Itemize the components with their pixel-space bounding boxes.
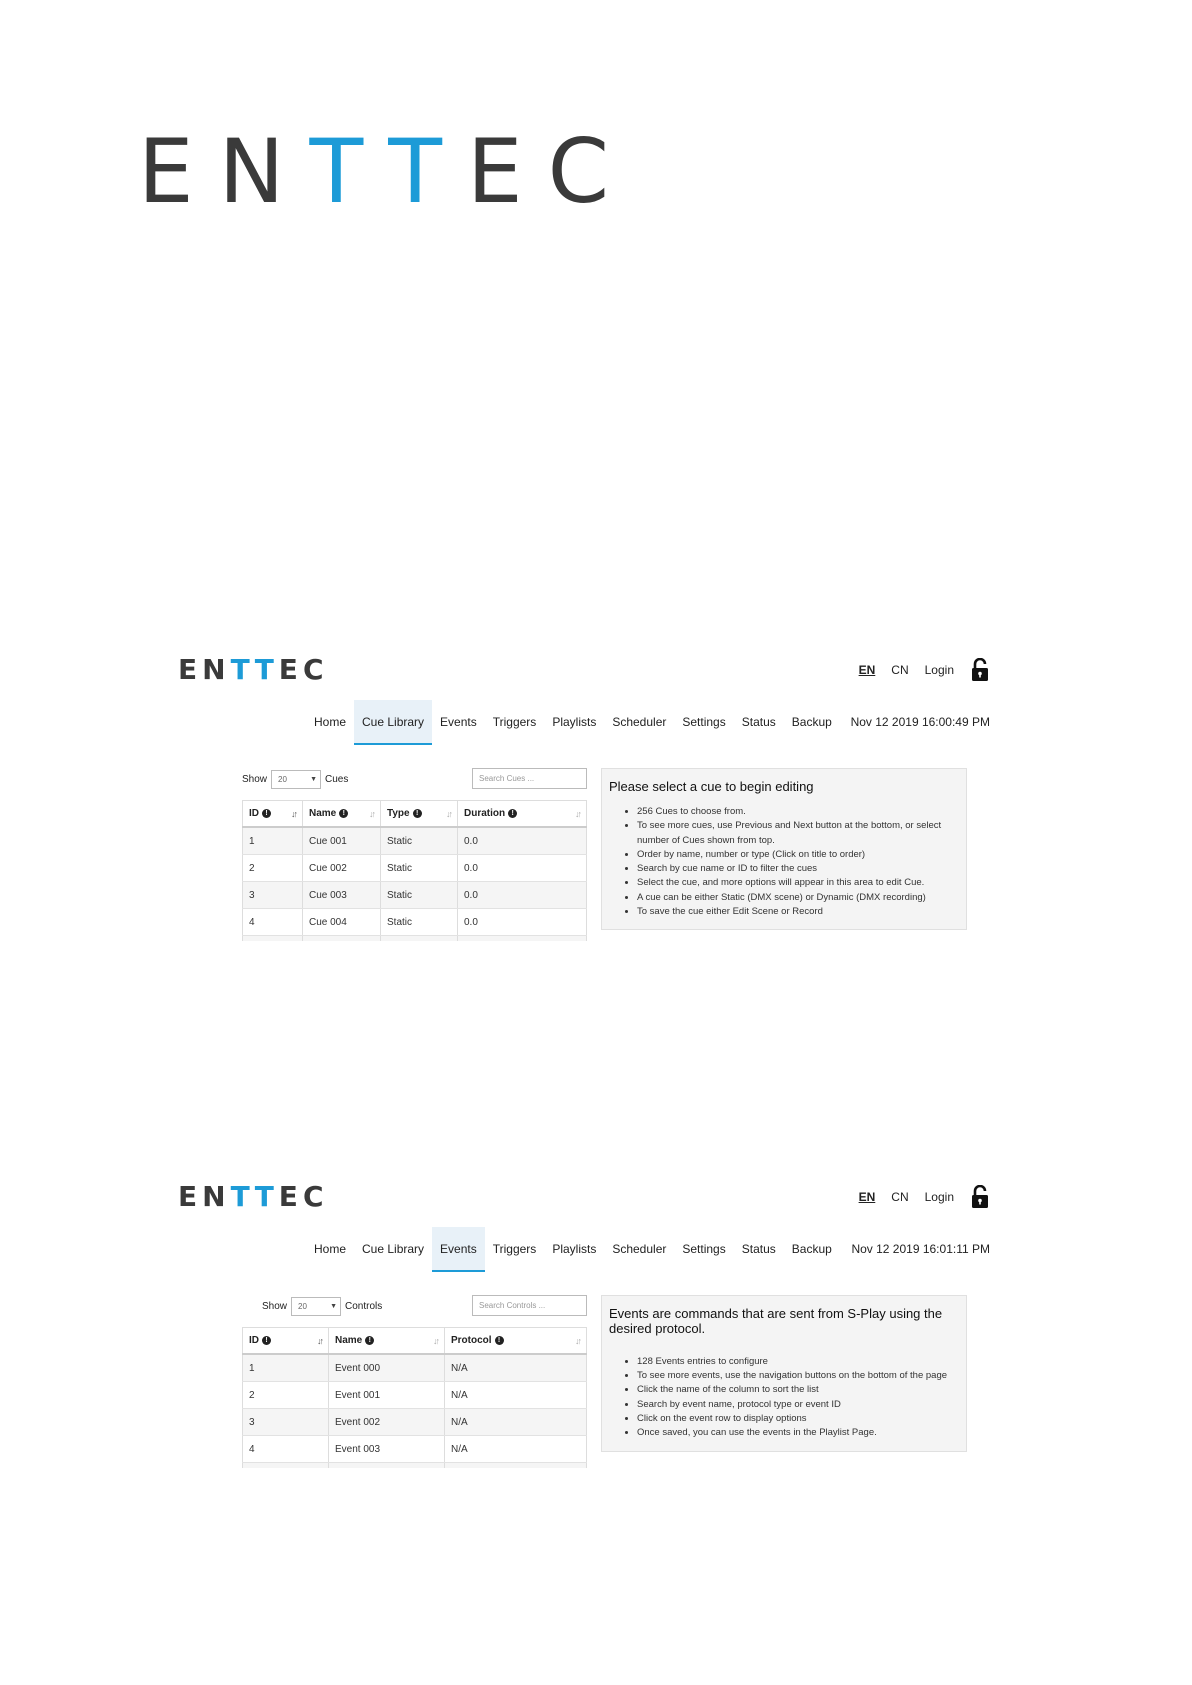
column-header-id[interactable]: ID ! ↓↑ — [243, 801, 303, 828]
lock-icon[interactable] — [970, 1185, 990, 1209]
cue-info-panel — [601, 768, 967, 930]
column-header-id[interactable]: ID ! ↓↑ — [243, 1328, 329, 1355]
tab-status[interactable]: Status — [741, 1242, 776, 1256]
login-link[interactable]: Login — [924, 663, 954, 677]
tab-backup[interactable]: Backup — [791, 715, 832, 729]
header-actions — [859, 658, 990, 682]
info-icon: ! — [262, 809, 271, 818]
page-size-select[interactable]: 20 ▼ — [291, 1297, 341, 1316]
info-heading: Please select a cue to begin editing — [609, 779, 814, 794]
language-en-link[interactable]: EN — [858, 663, 876, 677]
info-list: • 128 Events entries to configure • To see more events, use the navigation buttons on the bottom of the page • Click the name of the column to sort the list • Search by event name, protocol type or event ID • Click on the event row to display options • Once saved, you can use the events in the Playlist Page. — [609, 1355, 959, 1441]
table-row[interactable]: 3 Cue 003 Static 0.0 — [243, 882, 587, 909]
table-row-partial — [243, 1463, 587, 1469]
column-header-type[interactable]: Type ! ↓↑ — [381, 801, 458, 828]
language-cn-link[interactable]: CN — [891, 1190, 909, 1204]
events-screenshot — [160, 1167, 1020, 1472]
event-table — [242, 1327, 587, 1468]
tab-scheduler[interactable]: Scheduler — [612, 1242, 667, 1256]
tab-scheduler[interactable]: Scheduler — [612, 715, 667, 729]
enttec-logo: E N T T E C — [178, 1180, 329, 1213]
language-cn-link[interactable]: CN — [891, 663, 909, 677]
sort-icon: ↓↑ — [369, 809, 374, 819]
table-row[interactable]: 4 Event 003 N/A — [243, 1436, 587, 1463]
sort-icon: ↓↑ — [575, 809, 580, 819]
main-nav — [306, 700, 840, 745]
tab-status[interactable]: Status — [741, 715, 776, 729]
info-icon: ! — [413, 809, 422, 818]
show-label: Show — [262, 1300, 288, 1312]
tab-events[interactable]: Events — [440, 715, 477, 729]
main-nav — [306, 1227, 840, 1272]
table-row[interactable]: 1 Cue 001 Static 0.0 — [243, 827, 587, 855]
event-info-panel — [601, 1295, 967, 1452]
info-icon: ! — [495, 1336, 504, 1345]
info-icon: ! — [339, 809, 348, 818]
language-en-link[interactable]: EN — [858, 1190, 876, 1204]
show-label: Show — [242, 773, 268, 785]
caret-down-icon: ▼ — [310, 775, 318, 783]
tab-cue-library[interactable]: Cue Library — [362, 1242, 425, 1256]
sort-icon: ↓↑ — [433, 1336, 438, 1346]
info-list: • 256 Cues to choose from. • To see more cues, use Previous and Next button at the bottom, or select number of Cues shown from top. • Order by name, number or type (Click on title to order) • Search by cue name or ID to filter the cues • Select the cue, and more options will appear in this area to edit Cue. • A cue can be either Static (DMX scene) or Dynamic (DMX recording) • To save the cue either Edit Scene or Record — [609, 805, 959, 919]
tab-triggers[interactable]: Triggers — [492, 715, 537, 729]
event-list-panel — [242, 1295, 587, 1468]
tab-home[interactable]: Home — [314, 1242, 347, 1256]
info-heading: Events are commands that are sent from S-Play using the desired protocol. — [609, 1306, 943, 1336]
info-icon: ! — [365, 1336, 374, 1345]
table-row[interactable]: 4 Cue 004 Static 0.0 — [243, 909, 587, 936]
cue-table — [242, 800, 587, 941]
cue-list-panel — [242, 768, 587, 941]
header-actions — [859, 1185, 990, 1209]
login-link[interactable]: Login — [924, 1190, 954, 1204]
page-size-select[interactable]: 20 ▼ — [271, 770, 321, 789]
tab-settings[interactable]: Settings — [682, 715, 726, 729]
table-row[interactable]: 2 Cue 002 Static 0.0 — [243, 855, 587, 882]
tab-events[interactable]: Events — [432, 1227, 485, 1272]
table-row-partial — [243, 936, 587, 942]
tab-triggers[interactable]: Triggers — [492, 1242, 537, 1256]
tab-home[interactable]: Home — [314, 715, 347, 729]
tab-playlists[interactable]: Playlists — [552, 715, 597, 729]
column-header-name[interactable]: Name ! ↓↑ — [329, 1328, 445, 1355]
sort-asc-icon: ↓↑ — [291, 809, 296, 819]
sort-icon: ↓↑ — [446, 809, 451, 819]
table-row[interactable]: 2 Event 001 N/A — [243, 1382, 587, 1409]
show-suffix: Cues — [325, 773, 349, 785]
info-icon: ! — [262, 1336, 271, 1345]
search-cues-input[interactable]: Search Cues ... — [472, 768, 587, 789]
show-suffix: Controls — [345, 1300, 383, 1312]
info-icon: ! — [508, 809, 517, 818]
column-header-name[interactable]: Name ! ↓↑ — [303, 801, 381, 828]
lock-icon[interactable] — [970, 658, 990, 682]
column-header-duration[interactable]: Duration ! ↓↑ — [458, 801, 587, 828]
sort-icon: ↓↑ — [575, 1336, 580, 1346]
clock: Nov 12 2019 16:01:11 PM — [851, 1242, 990, 1256]
column-header-protocol[interactable]: Protocol ! ↓↑ — [445, 1328, 587, 1355]
clock: Nov 12 2019 16:00:49 PM — [850, 715, 990, 729]
table-row[interactable]: 3 Event 002 N/A — [243, 1409, 587, 1436]
search-controls-input[interactable]: Search Controls ... — [472, 1295, 587, 1316]
table-row[interactable]: 1 Event 000 N/A — [243, 1354, 587, 1382]
tab-backup[interactable]: Backup — [791, 1242, 832, 1256]
sort-asc-icon: ↓↑ — [317, 1336, 322, 1346]
tab-cue-library[interactable]: Cue Library — [354, 700, 432, 745]
enttec-logo-large: E N T T E C — [138, 120, 635, 223]
enttec-logo: E N T T E C — [178, 653, 329, 686]
tab-settings[interactable]: Settings — [682, 1242, 726, 1256]
cue-library-screenshot — [160, 640, 1020, 940]
tab-playlists[interactable]: Playlists — [552, 1242, 597, 1256]
caret-down-icon: ▼ — [330, 1302, 338, 1310]
